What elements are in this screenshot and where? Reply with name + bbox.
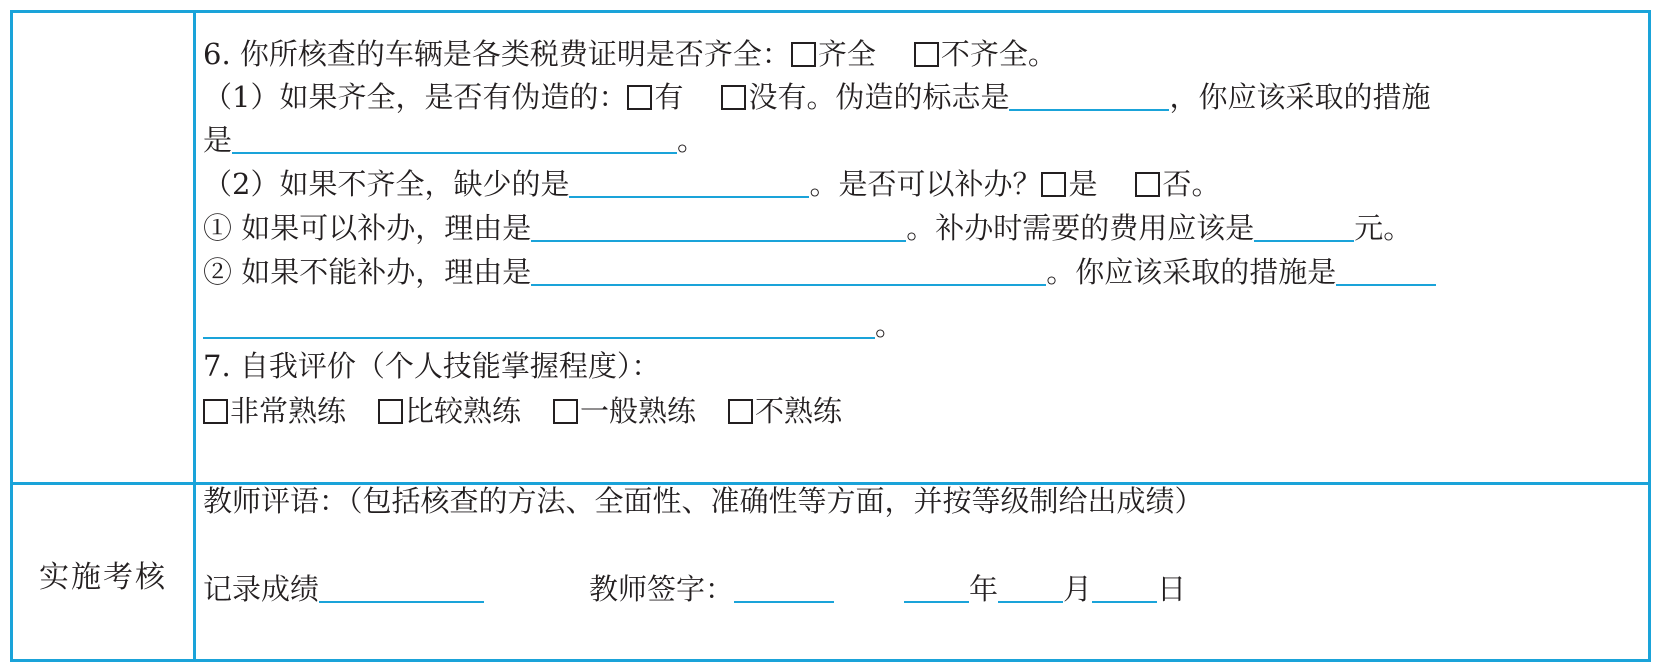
option-complete-label: 齐全 (817, 37, 876, 71)
record-score-blank[interactable] (319, 571, 484, 603)
q6-sub1-cont-text: 是 (203, 123, 233, 157)
option-not-skilled-label: 不熟练 (755, 394, 843, 428)
checkbox-not-skilled[interactable] (728, 399, 753, 424)
option-incomplete-label: 不齐全。 (940, 37, 1057, 71)
option-reissue-no-label: 否。 (1162, 167, 1221, 201)
teacher-sign-blank[interactable] (734, 571, 834, 603)
option-fairly-skilled-label: 比较熟练 (405, 394, 522, 428)
q6-case2-line (203, 254, 1436, 290)
q6-case2-cont-line (203, 307, 904, 343)
section-label-assessment: 实施考核 (39, 559, 167, 595)
q6-case1-text: ① 如果可以补办，理由是 (203, 211, 532, 245)
q6-title: 6. 你所核查的车辆是各类税费证明是否齐全： (203, 37, 791, 71)
forged-sign-blank[interactable] (1009, 79, 1169, 111)
q6-sub1-end: 。 (677, 123, 707, 157)
day-blank[interactable] (1092, 571, 1157, 603)
q6-case1-line (203, 210, 1412, 246)
missing-item-blank[interactable] (569, 166, 809, 198)
forged-measure-blank[interactable] (232, 122, 677, 154)
reissue-reason-blank[interactable] (531, 210, 906, 242)
checkbox-incomplete[interactable] (914, 42, 939, 67)
record-score-label: 记录成绩 (203, 572, 320, 606)
q6-sub2-line (203, 166, 1221, 202)
q6-title-line (203, 36, 1057, 72)
teacher-comment-text: 教师评语：（包括核查的方法、全面性、准确性等方面，并按等级制给出成绩） (203, 484, 1204, 518)
q6-sub1-cont-line (203, 122, 706, 158)
q6-case2-text: ② 如果不能补办，理由是 (203, 255, 532, 289)
q6-case2-measure-text: 。你应该采取的措施是 (1046, 255, 1337, 289)
q6-sub2-question: 。是否可以补办？ (809, 167, 1042, 201)
checkbox-forged-yes[interactable] (627, 85, 652, 110)
option-very-skilled-label: 非常熟练 (230, 394, 347, 428)
checkbox-complete[interactable] (791, 42, 816, 67)
checkbox-fairly-skilled[interactable] (378, 399, 403, 424)
day-label: 日 (1157, 572, 1187, 606)
no-reissue-measure-blank-a[interactable] (1336, 254, 1436, 286)
q6-sub1-measure-text: ，你应该采取的措施 (1169, 80, 1431, 114)
month-label: 月 (1063, 572, 1093, 606)
teacher-comment-line (203, 483, 1204, 519)
teacher-sign-label: 教师签字： (589, 572, 735, 606)
no-reissue-reason-blank[interactable] (531, 254, 1046, 286)
option-forged-no-label: 没有。伪造的标志是 (748, 80, 1010, 114)
q7-title: 7. 自我评价（个人技能掌握程度）： (203, 349, 661, 383)
column-divider (193, 13, 196, 659)
no-reissue-measure-blank-b[interactable] (203, 307, 875, 339)
q6-case1-unit: 元。 (1354, 211, 1413, 245)
option-reissue-yes-label: 是 (1068, 167, 1098, 201)
checkbox-very-skilled[interactable] (203, 399, 228, 424)
q7-options-line (203, 393, 842, 429)
year-label: 年 (969, 572, 999, 606)
q6-case2-end: 。 (875, 308, 905, 342)
checkbox-reissue-yes[interactable] (1041, 172, 1066, 197)
option-forged-yes-label: 有 (654, 80, 684, 114)
year-blank[interactable] (904, 571, 969, 603)
q6-sub2-text: （2）如果不齐全，缺少的是 (203, 167, 570, 201)
checkbox-forged-no[interactable] (721, 85, 746, 110)
month-blank[interactable] (998, 571, 1063, 603)
q7-title-line (203, 348, 660, 384)
reissue-fee-blank[interactable] (1254, 210, 1354, 242)
q6-sub1-line (203, 79, 1431, 115)
checkbox-reissue-no[interactable] (1135, 172, 1160, 197)
q6-sub1-text: （1）如果齐全，是否有伪造的： (203, 80, 628, 114)
checkbox-average-skilled[interactable] (553, 399, 578, 424)
q6-case1-fee-text: 。补办时需要的费用应该是 (906, 211, 1255, 245)
signature-line (203, 571, 1186, 607)
option-average-skilled-label: 一般熟练 (580, 394, 697, 428)
form-table (10, 10, 1651, 662)
